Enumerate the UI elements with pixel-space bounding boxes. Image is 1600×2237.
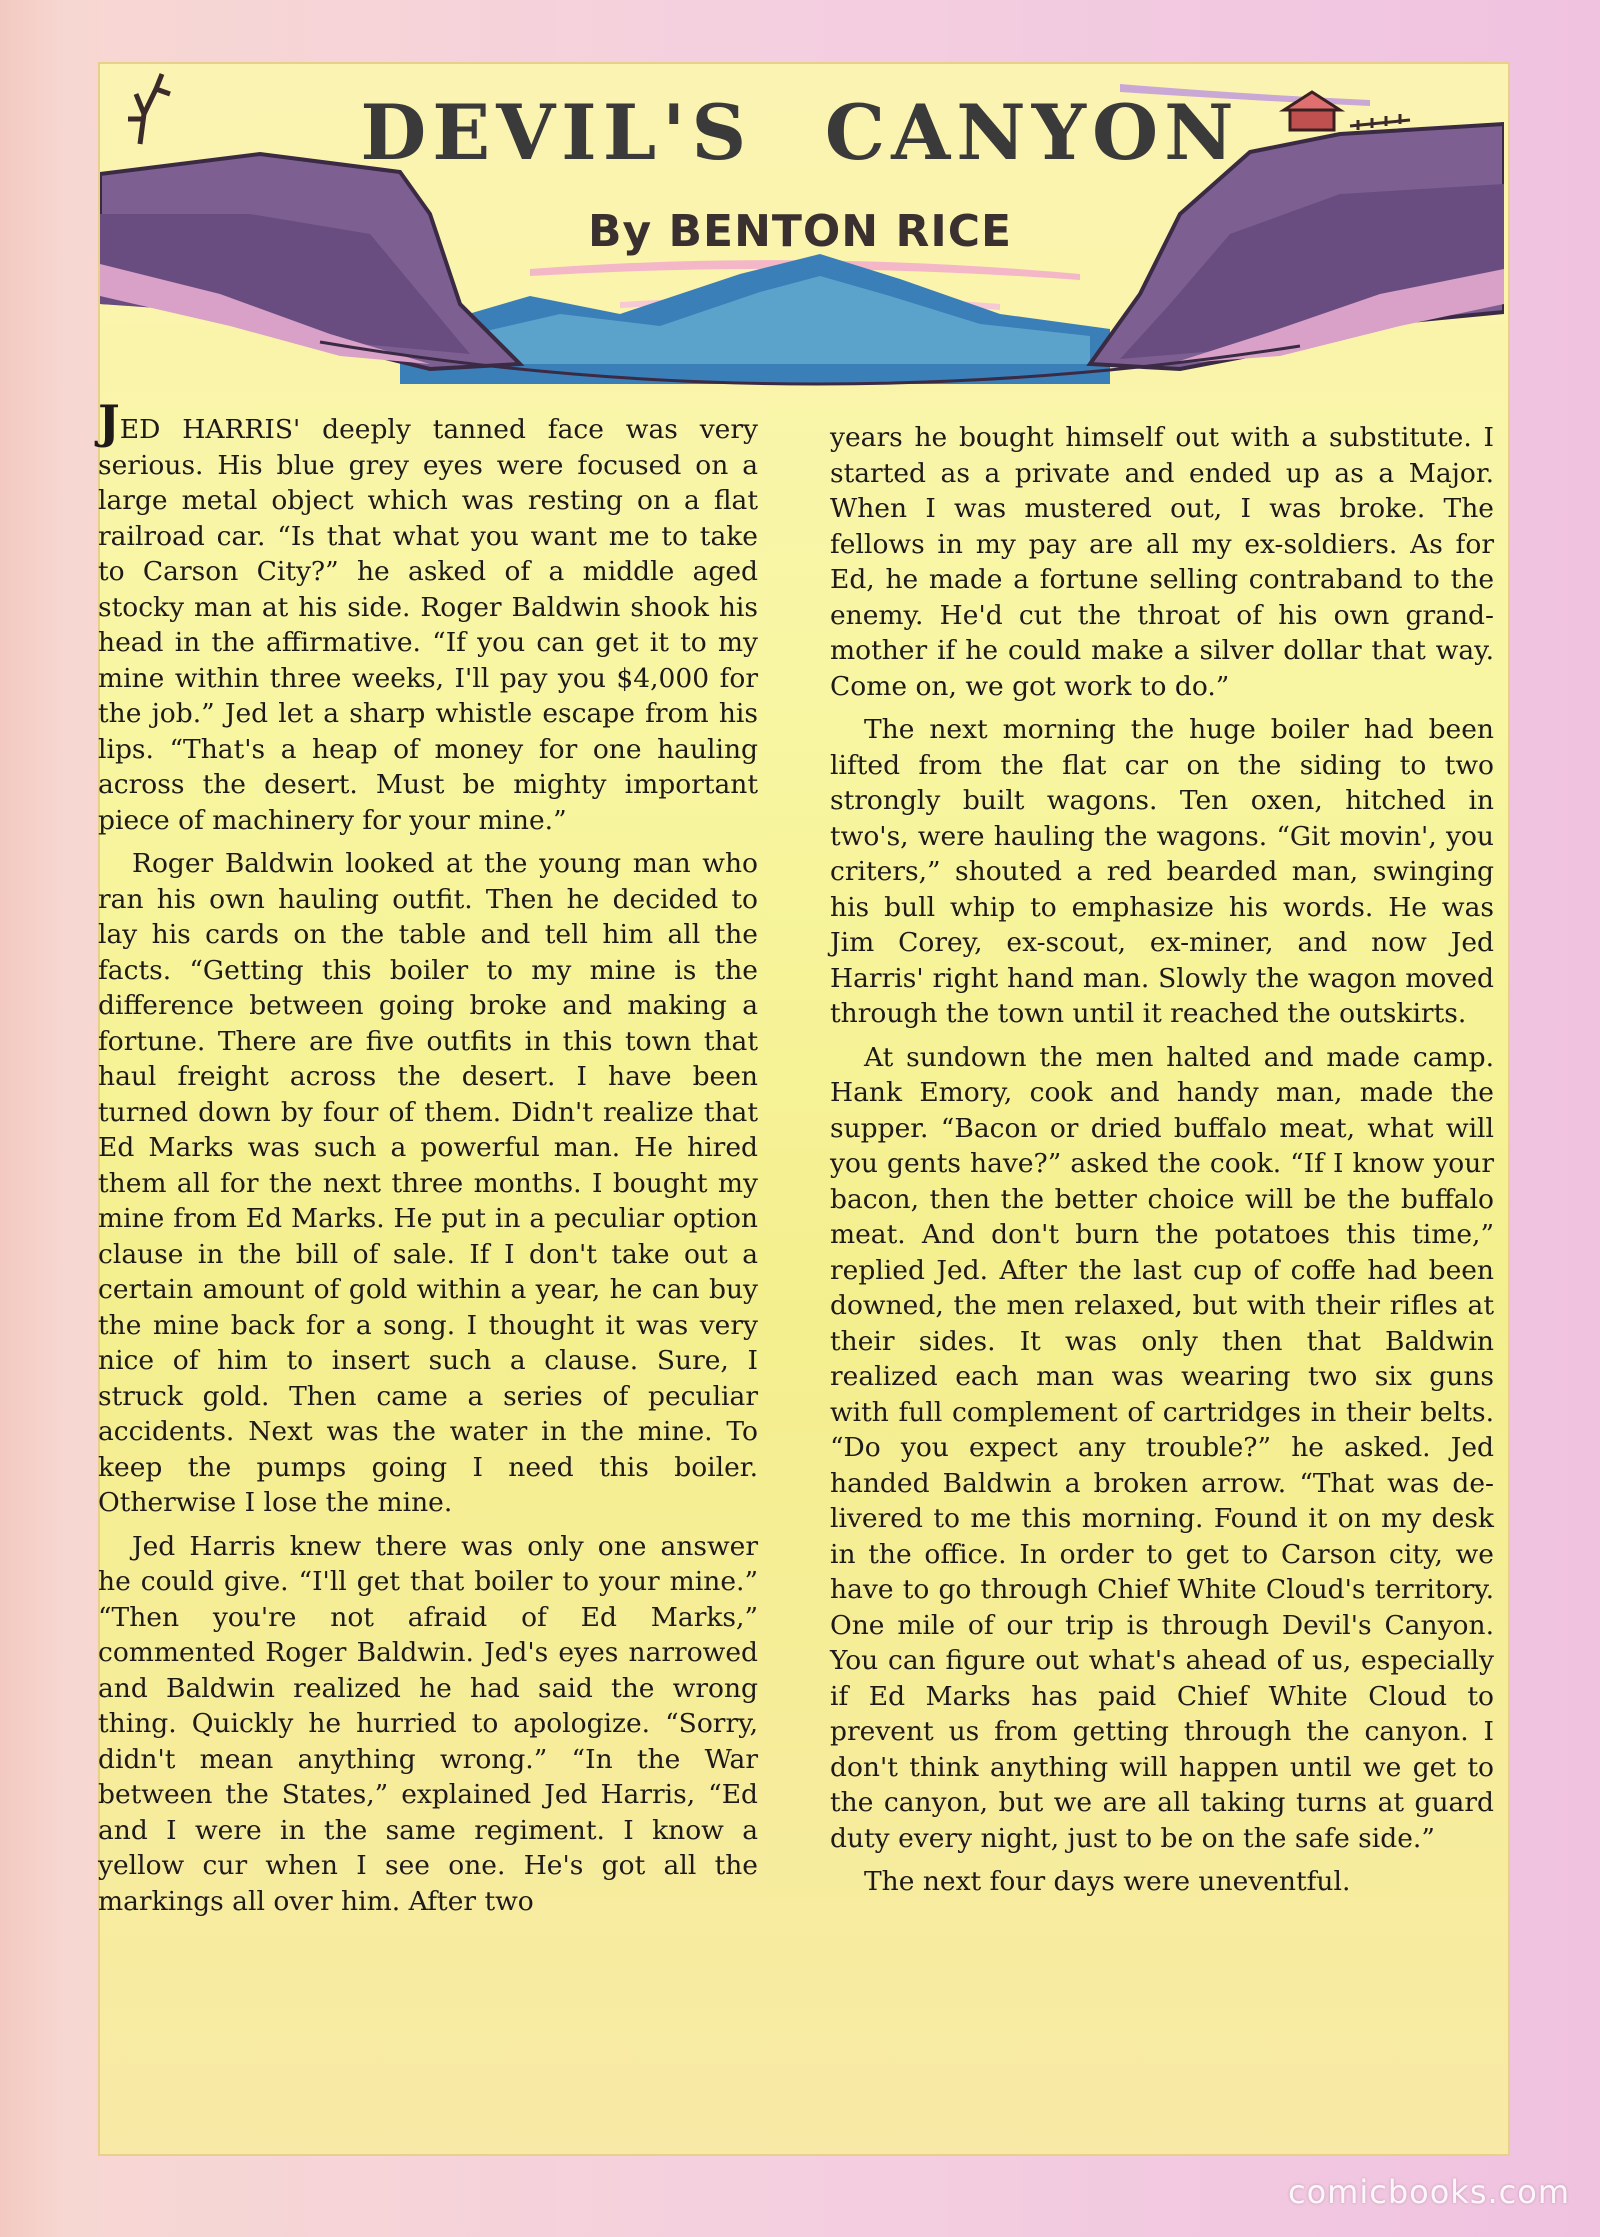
drop-cap: J: [98, 395, 120, 449]
story-byline: By BENTON RICE: [587, 206, 1013, 257]
paragraph: The next morning the huge boiler had been lifted from the flat car on the siding to two strongly built wagons. Ten oxen, hitched in two's, were hauling the wagons. “Git movin', you criters,” shouted a red bearded man, swinging his bull whip to emphasize his words. He was Jim Corey, ex-scout, ex-miner, and now Jed Harris' right hand man. Slowly the wagon moved through the town until it reached the outskirts.: [830, 714, 1494, 1029]
paragraph: The next four days were uneventful.: [864, 1866, 1351, 1897]
right-column: [830, 420, 1494, 1908]
paragraph: years he bought himself out with a substitute. I started as a private and ended up as a Major. When I was mustered out, I was broke. The fellows in my pay are all my ex-soldiers. As for Ed, he made a fortune selling contraband to the enemy. He'd cut the throat of his own grandmother if he could make a silver dollar that way. Come on, we got work to do.”: [830, 422, 1494, 702]
watermark: comicbooks.com: [1287, 2173, 1570, 2211]
paragraph: At sundown the men halted and made camp. Hank Emory, cook and handy man, made the supper. “Bacon or dried buffalo meat, what will you gents have?” asked the cook. “If I know your bacon, then the better choice will be the buffalo meat. And don't burn the potatoes this time,” replied Jed. After the last cup of coffe had been downed, the men relaxed, but with their rifles at their sides. It was only then that Baldwin realized each man was wearing two six guns with full complement of cartridges in their belts. “Do you expect any trouble?” he asked. Jed handed Baldwin a broken arrow. “That was delivered to me this morning. Found it on my desk in the office. In order to get to Carson city, we have to go through Chief White Cloud's territory. One mile of our trip is through Devil's Canyon. You can figure out what's ahead of us, especially if Ed Marks has paid Chief White Cloud to prevent us from getting through the canyon. I don't think anything will happen until we get to the canyon, but we are all taking turns at guard duty every night, just to be on the safe side.”: [830, 1041, 1494, 1854]
paragraph-text: ED HARRIS' deeply tanned face was very serious. His blue grey eyes were focused on a large metal object which was resting on a flat railroad car. “Is that what you want me to take to Carson City?” he asked of a middle aged stocky man at his side. Roger Baldwin shook his head in the affirmative. “If you can get it to my mine within three weeks, I'll pay you $4,000 for the job.” Jed let a sharp whistle escape from his lips. “That's a heap of money for one hauling across the desert. Must be mighty important piece of machinery for your mine.”: [98, 414, 758, 836]
left-column: [98, 395, 758, 1927]
paragraph: [98, 395, 758, 838]
paragraph: Roger Baldwin looked at the young man who ran his own hauling outfit. Then he decided to lay his cards on the table and tell him all the facts. “Getting this boiler to my mine is the difference between going broke and making a fortune. There are five outfits in this town that haul freight across the desert. I have been turned down by four of them. Didn't realize that Ed Marks was such a powerful man. He hired them all for the next three months. I bought my mine from Ed Marks. He put in a peculiar option clause in the bill of sale. If I don't take out a certain amount of gold within a year, he can buy the mine back for a song. I thought it was very nice of him to insert such a clause. Sure, I struck gold. Then came a series of peculiar accidents. Next was the water in the mine. To keep the pumps going I need this boiler. Otherwise I lose the mine.: [98, 848, 758, 1518]
paragraph: Jed Harris knew there was only one answer he could give. “I'll get that boiler to your mine.” “Then you're not afraid of Ed Marks,” commented Roger Baldwin. Jed's eyes narrowed and Baldwin realized he had said the wrong thing. Quickly he hurried to apologize. “Sorry, didn't mean anything wrong.” “In the War between the States,” explained Jed Harris, “Ed and I were in the same regiment. I know a yellow cur when I see one. He's got all the markings all over him. After two: [98, 1530, 758, 1917]
story-title: DEVIL'S CANYON: [360, 88, 1240, 177]
